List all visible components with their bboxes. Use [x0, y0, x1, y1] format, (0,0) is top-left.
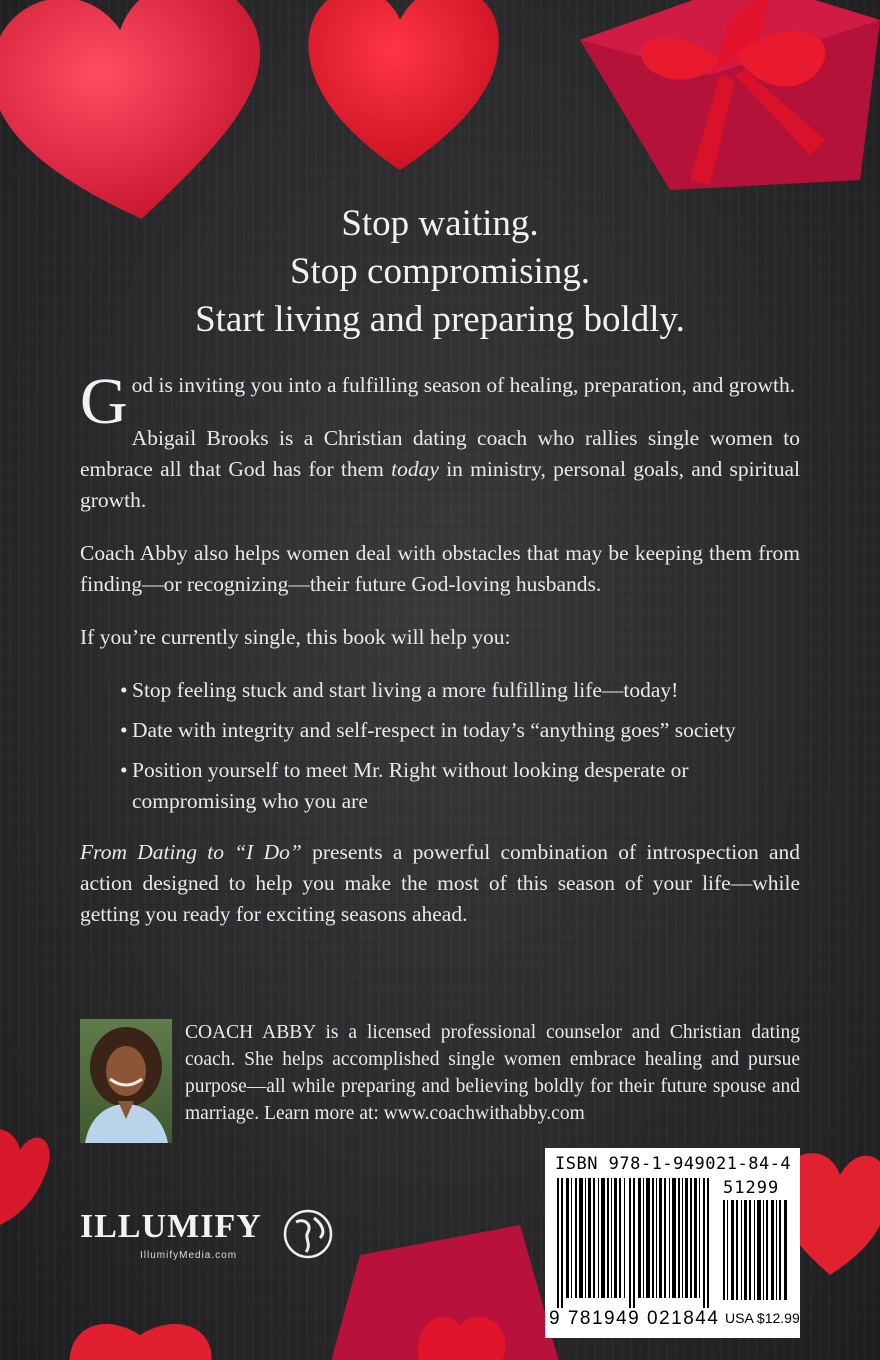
publisher-url: IllumifyMedia.com: [140, 1250, 238, 1261]
globe-icon: [282, 1208, 334, 1260]
headline-line-3: Start living and preparing boldly.: [195, 299, 685, 340]
summary-text: presents a powerful combination of introspection and action designed to help you make the most of this season of your life—while getting you ready for exciting seasons ahead.: [80, 840, 800, 926]
para2-text-b: in ministry, personal goals, and spiritual growth.: [80, 457, 800, 512]
publisher-name: ILLUMIFY: [80, 1208, 262, 1245]
intro-text: od is inviting you into a fulfilling season of healing, preparation, and growth.: [131, 373, 796, 397]
author-intro-paragraph: [80, 423, 800, 516]
benefits-intro: If you’re currently single, this book will help you:: [80, 625, 511, 649]
price-code: 51299: [723, 1178, 780, 1198]
isbn-barcode: [545, 1148, 800, 1338]
gift-box-bottom-icon: [330, 1215, 560, 1360]
author-photo: [80, 1019, 172, 1143]
author-bio: COACH ABBY is a licensed professional counselor and Christian dating coach. She helps accomplished single women embrace healing and pursue purpose—all while preparing and believing boldly for their future spouse and marriage. Learn more at: www.coachwithabby.com: [185, 1022, 800, 1124]
drop-cap: G: [80, 365, 128, 438]
list-item: • Stop feeling stuck and start living a more fulfilling life—today!: [120, 675, 800, 706]
list-item: • Position yourself to meet Mr. Right without looking desperate or compromising who you are: [120, 755, 800, 817]
heart-top-left-icon: [0, 0, 280, 230]
intro-paragraph: [80, 365, 800, 438]
para2-emphasis: today: [391, 457, 439, 481]
heart-bottom-center-icon: [60, 1300, 220, 1360]
book-title: From Dating to “I Do”: [80, 840, 302, 864]
barcode-bars-icon: [553, 1178, 715, 1308]
summary-paragraph: [80, 837, 800, 930]
benefits-list: [120, 675, 800, 817]
isbn-label: ISBN 978-1-949021-84-4: [555, 1154, 792, 1174]
price-barcode-bars-icon: [721, 1200, 791, 1300]
gift-box-top-right-icon: [560, 0, 880, 200]
headline-line-2: Stop compromising.: [289, 251, 591, 292]
headline-line-1: Stop waiting.: [341, 203, 539, 244]
blurb-body: [80, 365, 800, 952]
isbn-digits: 9 781949 021844: [549, 1308, 720, 1329]
heart-top-center-icon: [300, 0, 510, 180]
cover-price: USA $12.99: [725, 1310, 800, 1326]
cover-headline: [0, 200, 880, 344]
obstacles-paragraph: Coach Abby also helps women deal with obstacles that may be keeping them from finding—or recognizing—their future God-loving husbands.: [80, 541, 800, 596]
para2-text-a: Abigail Brooks is a Christian dating coach who rallies single women to embrace all that God has for them: [80, 426, 800, 481]
list-item: • Date with integrity and self-respect in today’s “anything goes” society: [120, 715, 800, 746]
heart-bottom-left-icon: [0, 1120, 50, 1230]
publisher-logo: [80, 1208, 340, 1270]
